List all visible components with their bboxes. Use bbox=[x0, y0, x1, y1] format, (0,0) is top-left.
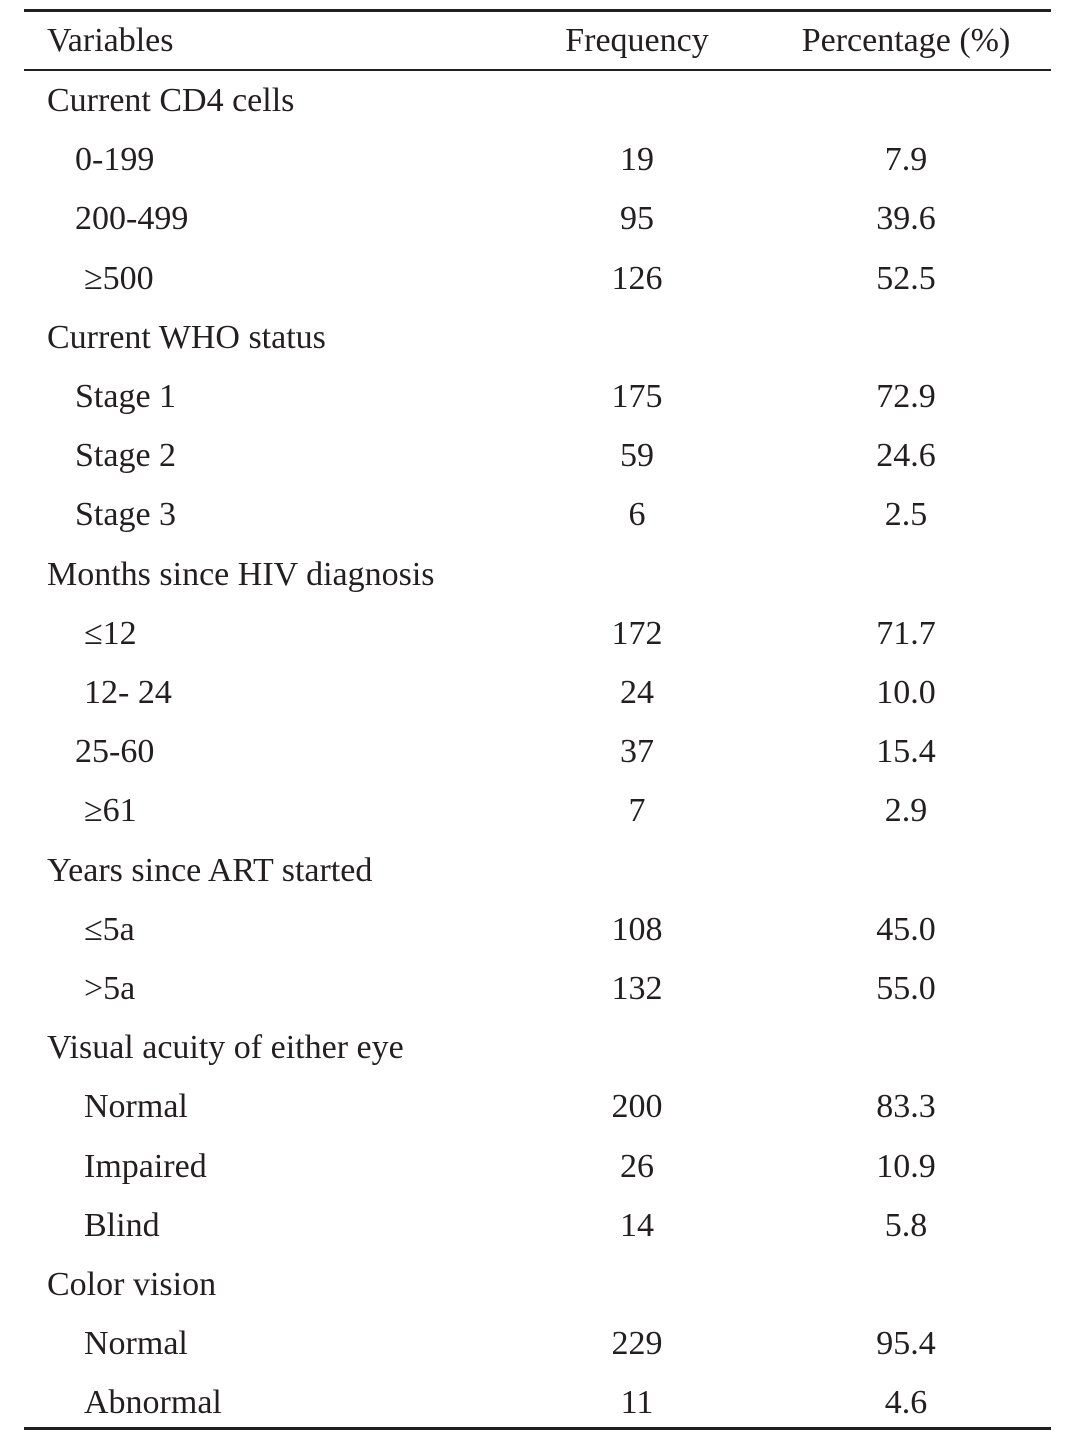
row-label: 12- 24 bbox=[84, 674, 172, 711]
frequency-cell: 37 bbox=[620, 733, 654, 771]
frequency-cell: 19 bbox=[620, 141, 654, 179]
frequency-cell: 6 bbox=[628, 496, 646, 534]
frequency-cell: 175 bbox=[611, 378, 663, 415]
frequency-cell: 172 bbox=[611, 614, 663, 652]
percentage-cell bbox=[796, 1255, 1016, 1314]
table-row bbox=[0, 900, 1067, 959]
table-row bbox=[0, 485, 1067, 544]
table-group-row bbox=[0, 308, 1067, 367]
percentage-cell: 4.6 bbox=[884, 1384, 928, 1422]
percentage-cell: 7.9 bbox=[884, 141, 928, 179]
header-variables: Variables bbox=[47, 22, 174, 59]
table-row bbox=[0, 249, 1067, 308]
group-label: Current CD4 cells bbox=[47, 82, 295, 119]
percentage-cell: 10.0 bbox=[876, 674, 936, 711]
frequency-cell: 26 bbox=[620, 1147, 654, 1185]
table-row bbox=[0, 367, 1067, 426]
row-label: 0-199 bbox=[75, 141, 155, 179]
table-row bbox=[0, 1137, 1067, 1196]
frequency-cell: 126 bbox=[611, 259, 663, 297]
row-label: ≤12 bbox=[84, 614, 137, 652]
table-row bbox=[0, 722, 1067, 781]
frequency-cell: 229 bbox=[611, 1325, 663, 1363]
header-percentage: Percentage (%) bbox=[801, 22, 1011, 59]
table-row bbox=[0, 959, 1067, 1018]
percentage-cell: 83.3 bbox=[876, 1088, 936, 1126]
row-label: Stage 3 bbox=[75, 496, 177, 534]
table-row bbox=[0, 1077, 1067, 1136]
frequency-cell bbox=[537, 71, 737, 130]
frequency-cell: 24 bbox=[620, 674, 654, 711]
percentage-cell bbox=[796, 841, 1016, 900]
table-row bbox=[0, 1314, 1067, 1373]
table-row bbox=[0, 189, 1067, 248]
row-label: Normal bbox=[84, 1325, 188, 1363]
group-label: Years since ART started bbox=[47, 851, 373, 889]
row-label: ≤5a bbox=[84, 910, 135, 948]
row-label: Normal bbox=[84, 1088, 188, 1126]
table-group-row bbox=[0, 841, 1067, 900]
percentage-cell: 55.0 bbox=[876, 970, 936, 1007]
row-label: 25-60 bbox=[75, 733, 155, 771]
percentage-cell: 10.9 bbox=[876, 1147, 936, 1185]
frequency-cell bbox=[537, 1018, 737, 1077]
percentage-cell: 45.0 bbox=[876, 910, 936, 948]
header-frequency: Frequency bbox=[565, 22, 709, 59]
table-group-row bbox=[0, 545, 1067, 604]
row-label: Abnormal bbox=[84, 1384, 222, 1422]
group-label: Color vision bbox=[47, 1266, 217, 1303]
frequency-cell bbox=[537, 308, 737, 367]
frequency-cell: 14 bbox=[620, 1206, 654, 1244]
frequency-cell: 59 bbox=[620, 437, 654, 475]
percentage-cell bbox=[796, 1018, 1016, 1077]
table-group-row bbox=[0, 1018, 1067, 1077]
group-label: Current WHO status bbox=[47, 318, 326, 356]
table-row bbox=[0, 426, 1067, 485]
table-row bbox=[0, 130, 1067, 189]
table-row bbox=[0, 781, 1067, 840]
frequency-cell bbox=[537, 841, 737, 900]
frequency-cell: 7 bbox=[628, 792, 646, 830]
percentage-cell: 52.5 bbox=[876, 259, 936, 297]
frequency-cell: 132 bbox=[611, 970, 663, 1007]
group-label: Months since HIV diagnosis bbox=[47, 555, 435, 593]
frequency-cell: 108 bbox=[611, 910, 663, 948]
table-row bbox=[0, 1196, 1067, 1255]
row-label: >5a bbox=[84, 970, 136, 1007]
frequency-cell: 200 bbox=[611, 1088, 663, 1126]
percentage-cell: 24.6 bbox=[876, 437, 936, 475]
percentage-cell: 2.5 bbox=[884, 496, 928, 534]
row-label: 200-499 bbox=[75, 200, 189, 238]
percentage-cell: 39.6 bbox=[876, 200, 936, 238]
table-row bbox=[0, 663, 1067, 722]
row-label: Impaired bbox=[84, 1147, 207, 1185]
row-label: Stage 2 bbox=[75, 437, 177, 475]
row-label: ≥61 bbox=[84, 792, 137, 830]
percentage-cell: 95.4 bbox=[876, 1325, 936, 1363]
group-label: Visual acuity of either eye bbox=[47, 1029, 404, 1067]
percentage-cell bbox=[796, 71, 1016, 130]
frequency-cell: 95 bbox=[620, 200, 654, 238]
table-row bbox=[0, 1373, 1067, 1432]
frequency-cell: 11 bbox=[620, 1384, 654, 1422]
table-group-row bbox=[0, 1255, 1067, 1314]
frequency-cell bbox=[537, 1255, 737, 1314]
percentage-cell: 2.9 bbox=[884, 792, 928, 830]
percentage-cell bbox=[796, 308, 1016, 367]
percentage-cell: 71.7 bbox=[876, 614, 936, 652]
table-group-row bbox=[0, 71, 1067, 130]
percentage-cell: 5.8 bbox=[884, 1206, 928, 1244]
row-label: Blind bbox=[84, 1206, 160, 1244]
row-label: Stage 1 bbox=[75, 378, 177, 415]
table-header-row bbox=[0, 11, 1067, 70]
percentage-cell: 72.9 bbox=[876, 378, 936, 415]
frequency-cell bbox=[537, 545, 737, 604]
table-row bbox=[0, 604, 1067, 663]
percentage-cell bbox=[796, 545, 1016, 604]
percentage-cell: 15.4 bbox=[876, 733, 936, 771]
row-label: ≥500 bbox=[84, 259, 154, 297]
